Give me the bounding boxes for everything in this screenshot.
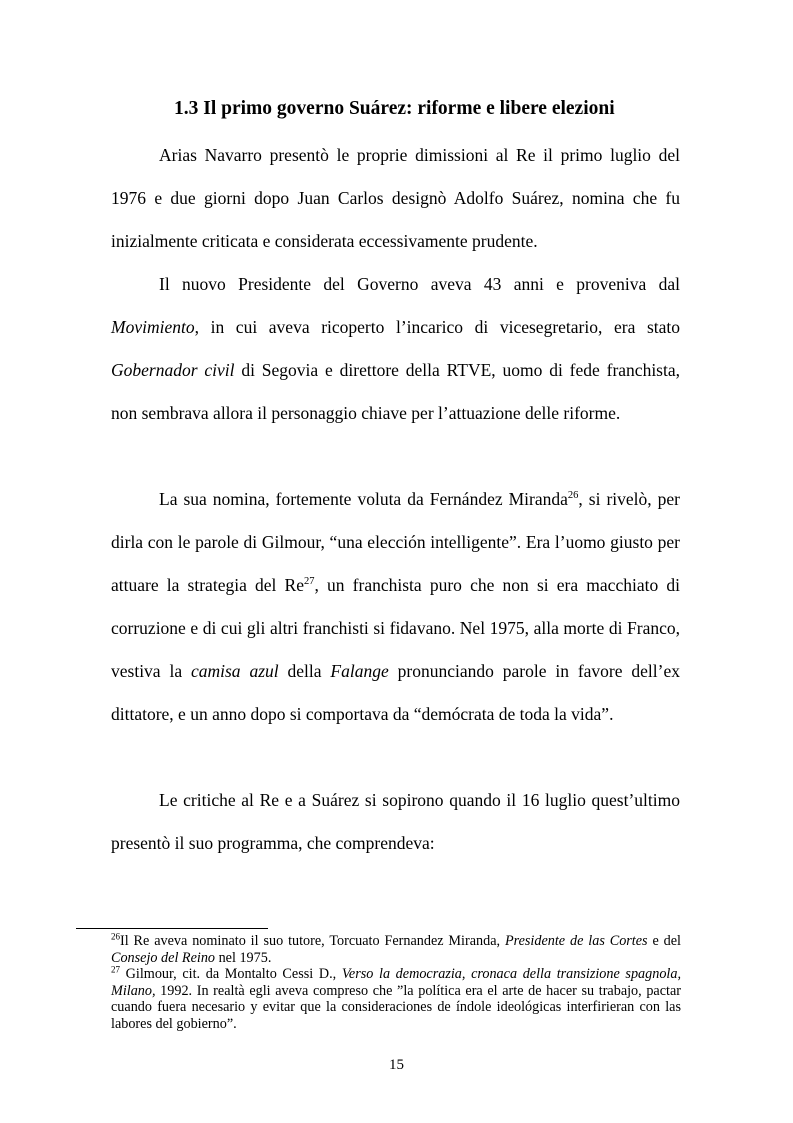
footnote-number: 27 <box>111 964 120 975</box>
footnote-26 <box>111 933 681 966</box>
footnote-text: e del <box>647 933 681 949</box>
footnote-text: Gilmour, cit. da Montalto Cessi D., <box>120 966 342 983</box>
footnote-text: nel 1975. <box>215 949 272 966</box>
paragraph-1: Arias Navarro presentò le proprie dimissioni al Re il primo luglio del 1976 e due giorni dopo Juan Carlos designò Adolfo Suárez, nomina che fu inizialmente criticata e considerata eccessivamente prudente. <box>111 145 680 251</box>
paragraph-3 <box>111 478 680 736</box>
paragraph-2 <box>111 263 680 435</box>
footnote-italic: Verso la democrazia, cronaca della transizione spagnola, Milano, <box>111 966 681 999</box>
footnote-number: 26 <box>111 931 120 942</box>
paragraph-3-text: della <box>278 661 331 681</box>
section-heading: 1.3 Il primo governo Suárez: riforme e libere elezioni <box>174 98 615 119</box>
footnote-ref-26[interactable]: 26 <box>567 490 579 502</box>
term-movimiento: Movimiento <box>111 317 195 337</box>
term-gobernador-civil: Gobernador civil <box>111 360 235 380</box>
paragraph-3-text: , si rivelò, per dirla con le parole di Gilmour, “una elección intelligente”. Era l’uomo giusto per attuare la strategia del Re <box>111 489 680 595</box>
footnote-italic: Presidente de las Cortes <box>504 933 648 949</box>
term-falange: Falange <box>330 661 389 681</box>
paragraph-3-text: pronunciando parole in favore dell’ex dittatore, e un anno dopo si comportava da “demócrata de toda la vida”. <box>111 661 681 724</box>
page-number: 15 <box>389 1057 404 1073</box>
footnote-separator <box>76 928 268 929</box>
paragraph-3-text: La sua nomina, fortemente voluta da Fernández Miranda <box>159 489 568 509</box>
paragraph-4: Le critiche al Re e a Suárez si sopirono quando il 16 luglio quest’ultimo presentò il suo programma, che comprendeva: <box>111 790 680 853</box>
footnote-italic: Consejo del Reino <box>111 949 216 966</box>
footnote-27 <box>111 966 681 1032</box>
paragraph-3-text: , un franchista puro che non si era macchiato di corruzione e di cui gli altri franchisti si fidavano. Nel 1975, alla morte di Franco, vestiva la <box>111 575 680 681</box>
footnote-ref-27[interactable]: 27 <box>303 576 315 588</box>
footnote-text: Il Re aveva nominato il suo tutore, Torcuato Fernandez Miranda, <box>120 933 505 949</box>
paragraph-2-text: , in cui aveva ricoperto l’incarico di vicesegretario, era stato <box>194 317 680 337</box>
paragraph-2-text: di Segovia e direttore della RTVE, uomo di fede franchista, non sembrava allora il personaggio chiave per l’attuazione delle riforme. <box>111 360 680 423</box>
paragraph-2-text: Il nuovo Presidente del Governo aveva 43 anni e proveniva dal <box>159 274 680 294</box>
footnotes <box>111 933 681 1033</box>
footnote-text: 1992. In realtà egli aveva compreso che ”la política era el arte de hacer su trabajo, pactar cuando fuera necesario y evitar que la consideraciones de índole ideológicas interfirieran con las labores del gobierno”. <box>111 982 681 1032</box>
term-camisa-azul: camisa azul <box>190 661 279 681</box>
